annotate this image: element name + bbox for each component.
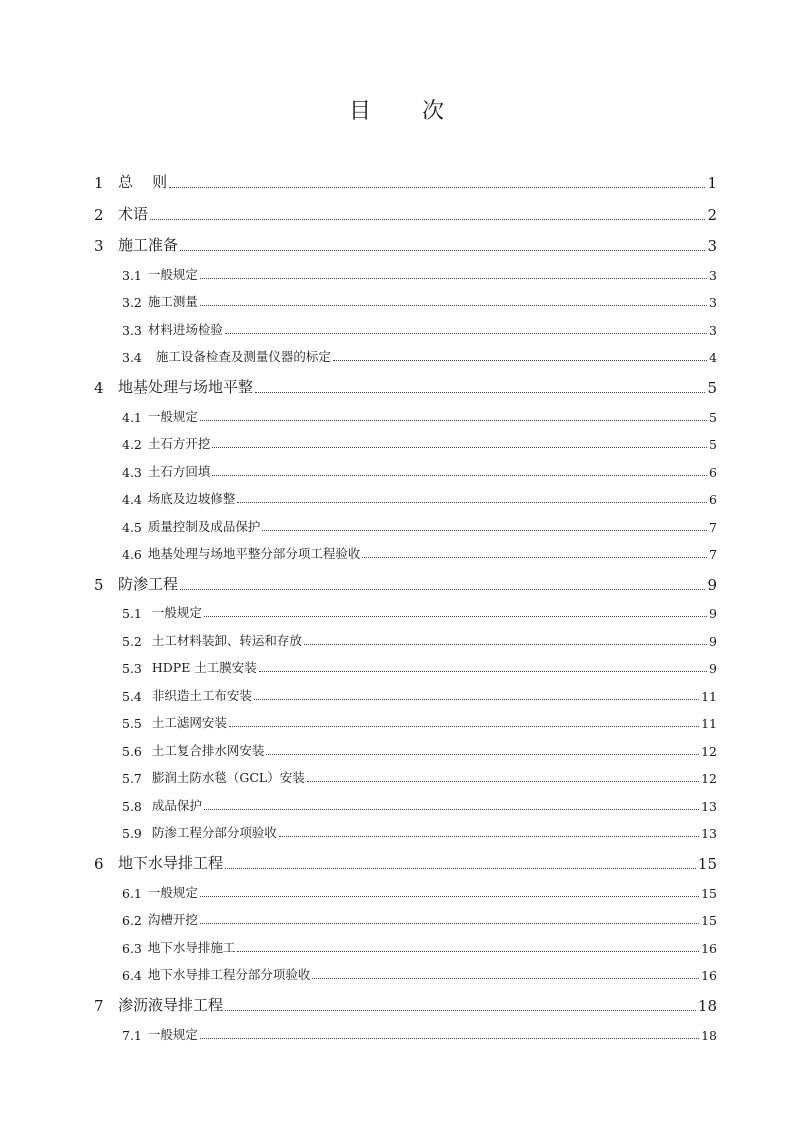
- toc-entry-label: 地下水导排工程分部分项验收: [147, 967, 311, 983]
- toc-dot-leader: [204, 809, 699, 810]
- toc-section-entry[interactable]: [0, 480, 793, 508]
- toc-entry-page: 5: [709, 409, 717, 425]
- toc-entry-label: 一般规定: [147, 605, 202, 621]
- toc-dot-leader: [279, 836, 699, 837]
- toc-entry-page: 9: [709, 633, 717, 649]
- toc-entry-page: 3: [709, 322, 717, 338]
- toc-entry-label: 土工滤网安装: [147, 715, 227, 731]
- toc-dot-leader: [254, 699, 699, 700]
- toc-entry-page: 3: [709, 295, 717, 311]
- toc-dot-leader: [212, 447, 707, 448]
- toc-entry-number: 3.4: [122, 350, 142, 366]
- toc-entry-page: 15: [701, 885, 717, 901]
- toc-entry-page: 16: [701, 940, 717, 956]
- toc-entry-number: 5.9: [122, 826, 142, 842]
- toc-dot-leader: [180, 250, 705, 251]
- toc-entry-label: 地基处理与场地平整分部分项工程验收: [147, 546, 361, 562]
- toc-section-entry[interactable]: [0, 1015, 793, 1043]
- toc-entry-number: 7: [94, 997, 104, 1016]
- toc-entry-number: 6.4: [122, 968, 142, 984]
- toc-dot-leader: [180, 589, 705, 590]
- toc-entry-number: 4.1: [122, 409, 142, 425]
- toc-entry-label: 一般规定: [147, 408, 198, 424]
- toc-dot-leader: [150, 219, 705, 220]
- toc-entry-label: 土石方开挖: [147, 436, 211, 452]
- toc-entry-label: 土工材料装卸、转运和存放: [147, 632, 302, 648]
- toc-entry-number: 3: [94, 237, 104, 256]
- toc-entry-page: 11: [701, 688, 717, 704]
- toc-entry-page: 18: [701, 1027, 717, 1043]
- toc-section-entry[interactable]: [0, 507, 793, 535]
- toc-dot-leader: [200, 305, 707, 306]
- toc-entry-page: 9: [709, 661, 717, 677]
- toc-entry-label: 地下水导排施工: [147, 939, 236, 955]
- toc-entry-label: 膨润土防水毯（GCL）安装: [147, 770, 305, 786]
- toc-dot-leader: [312, 978, 699, 979]
- toc-entry-number: 3.1: [122, 267, 142, 283]
- toc-entry-label: 非织造土工布安装: [147, 687, 252, 703]
- toc-section-entry[interactable]: [0, 425, 793, 453]
- toc-entry-label: 土工复合排水网安装: [147, 742, 265, 758]
- toc-entry-number: 3.2: [122, 295, 142, 311]
- toc-entry-number: 6.3: [122, 940, 142, 956]
- toc-entry-label: 施工准备: [118, 236, 179, 255]
- toc-entry-label: 防渗工程: [118, 574, 179, 593]
- toc-dot-leader: [225, 333, 707, 334]
- toc-dot-leader: [259, 671, 707, 672]
- toc-entry-label: 地基处理与场地平整: [118, 378, 254, 397]
- toc-dot-leader: [204, 616, 707, 617]
- toc-entry-page: 3: [707, 237, 717, 256]
- toc-entry-page: 6: [709, 464, 717, 480]
- toc-dot-leader: [200, 420, 707, 421]
- toc-entry-label: 材料进场检验: [147, 321, 223, 337]
- toc-entry-page: 15: [701, 913, 717, 929]
- toc-dot-leader: [362, 557, 707, 558]
- toc-entry-number: 2: [94, 205, 104, 224]
- toc-entry-page: 7: [709, 547, 717, 563]
- toc-entry-label: 施工测量: [147, 294, 198, 310]
- toc-entry-number: 4.3: [122, 464, 142, 480]
- toc-section-entry[interactable]: [0, 731, 793, 759]
- toc-entry-label: 地下水导排工程: [118, 854, 224, 873]
- toc-dot-leader: [255, 392, 705, 393]
- toc-entry-number: 5.1: [122, 606, 142, 622]
- toc-entry-page: 9: [707, 575, 717, 594]
- toc-entry-number: 5.5: [122, 716, 142, 732]
- toc-section-entry[interactable]: [0, 704, 793, 732]
- toc-section-entry[interactable]: [0, 956, 793, 984]
- toc-entry-number: 5.3: [122, 661, 142, 677]
- toc-section-entry[interactable]: [0, 759, 793, 787]
- toc-entry-page: 7: [709, 519, 717, 535]
- toc-section-entry[interactable]: [0, 397, 793, 425]
- table-of-contents: [0, 160, 793, 1043]
- toc-section-entry[interactable]: [0, 786, 793, 814]
- toc-entry-number: 5.4: [122, 688, 142, 704]
- toc-entry-number: 1: [94, 173, 104, 192]
- toc-entry-page: 18: [697, 997, 717, 1016]
- toc-dot-leader: [237, 951, 699, 952]
- toc-entry-number: 6: [94, 855, 104, 874]
- toc-section-entry[interactable]: [0, 621, 793, 649]
- page-title: 目 次: [349, 99, 466, 124]
- toc-entry-page: 12: [701, 743, 717, 759]
- toc-entry-number: 3.3: [122, 322, 142, 338]
- toc-entry-label: 一般规定: [147, 266, 198, 282]
- toc-entry-page: 2: [707, 205, 717, 224]
- toc-dot-leader: [262, 530, 707, 531]
- toc-entry-number: 6.1: [122, 885, 142, 901]
- toc-dot-leader: [212, 475, 707, 476]
- toc-entry-number: 5.6: [122, 743, 142, 759]
- toc-dot-leader: [200, 923, 699, 924]
- toc-entry-number: 4.6: [122, 547, 142, 563]
- toc-section-entry[interactable]: [0, 649, 793, 677]
- toc-section-entry[interactable]: [0, 814, 793, 842]
- toc-dot-leader: [200, 278, 707, 279]
- toc-chapter-entry[interactable]: [0, 841, 793, 873]
- toc-entry-label: 土石方回填: [147, 463, 211, 479]
- toc-entry-number: 4.2: [122, 437, 142, 453]
- toc-entry-label: HDPE 土工膜安装: [147, 660, 257, 676]
- toc-chapter-entry[interactable]: [0, 160, 793, 192]
- toc-dot-leader: [266, 754, 699, 755]
- toc-entry-page: 13: [701, 798, 717, 814]
- toc-entry-page: 3: [709, 267, 717, 283]
- toc-entry-label: 质量控制及成品保护: [147, 518, 261, 534]
- toc-entry-label: 场底及边坡修整: [147, 491, 236, 507]
- toc-entry-number: 4.4: [122, 492, 142, 508]
- toc-chapter-entry[interactable]: [0, 224, 793, 256]
- toc-dot-leader: [225, 868, 696, 869]
- toc-entry-label: 术语: [118, 204, 149, 223]
- toc-dot-leader: [307, 781, 699, 782]
- toc-entry-number: 4.5: [122, 519, 142, 535]
- toc-dot-leader: [229, 726, 699, 727]
- toc-section-entry[interactable]: [0, 310, 793, 338]
- toc-entry-number: 4: [94, 379, 104, 398]
- toc-chapter-entry[interactable]: [0, 562, 793, 594]
- toc-entry-page: 4: [709, 350, 717, 366]
- toc-section-entry[interactable]: [0, 928, 793, 956]
- toc-entry-page: 15: [697, 855, 717, 874]
- toc-section-entry[interactable]: [0, 676, 793, 704]
- toc-dot-leader: [200, 1038, 699, 1039]
- toc-entry-page: 5: [707, 379, 717, 398]
- toc-dot-leader: [333, 360, 707, 361]
- toc-dot-leader: [237, 502, 707, 503]
- toc-section-entry[interactable]: [0, 338, 793, 366]
- toc-section-entry[interactable]: [0, 901, 793, 929]
- toc-entry-label: 施工设备检查及测量仪器的标定: [147, 349, 331, 365]
- toc-entry-page: 6: [709, 492, 717, 508]
- toc-entry-page: 16: [701, 968, 717, 984]
- toc-section-entry[interactable]: [0, 594, 793, 622]
- toc-entry-number: 7.1: [122, 1027, 142, 1043]
- toc-entry-number: 5: [94, 575, 104, 594]
- toc-entry-label: 沟槽开挖: [147, 912, 198, 928]
- toc-entry-page: 13: [701, 826, 717, 842]
- toc-entry-page: 5: [709, 437, 717, 453]
- toc-section-entry[interactable]: [0, 452, 793, 480]
- toc-entry-page: 1: [707, 173, 717, 192]
- toc-entry-number: 5.8: [122, 798, 142, 814]
- toc-entry-label: 渗沥液导排工程: [118, 996, 224, 1015]
- toc-section-entry[interactable]: [0, 535, 793, 563]
- toc-chapter-entry[interactable]: [0, 983, 793, 1015]
- toc-section-entry[interactable]: [0, 873, 793, 901]
- toc-entry-label: 一般规定: [147, 884, 198, 900]
- toc-entry-label: 一般规定: [147, 1026, 198, 1042]
- toc-dot-leader: [200, 896, 699, 897]
- toc-entry-page: 12: [701, 771, 717, 787]
- toc-dot-leader: [304, 644, 707, 645]
- toc-entry-label: 成品保护: [147, 797, 202, 813]
- toc-entry-page: 11: [701, 716, 717, 732]
- toc-entry-page: 9: [709, 606, 717, 622]
- toc-dot-leader: [225, 1010, 696, 1011]
- toc-entry-label: 总 则: [118, 172, 168, 191]
- toc-section-entry[interactable]: [0, 255, 793, 283]
- toc-section-entry[interactable]: [0, 283, 793, 311]
- toc-entry-number: 6.2: [122, 913, 142, 929]
- toc-chapter-entry[interactable]: [0, 192, 793, 224]
- toc-dot-leader: [169, 187, 705, 188]
- toc-chapter-entry[interactable]: [0, 365, 793, 397]
- toc-entry-label: 防渗工程分部分项验收: [147, 825, 277, 841]
- toc-entry-number: 5.7: [122, 771, 142, 787]
- toc-entry-number: 5.2: [122, 633, 142, 649]
